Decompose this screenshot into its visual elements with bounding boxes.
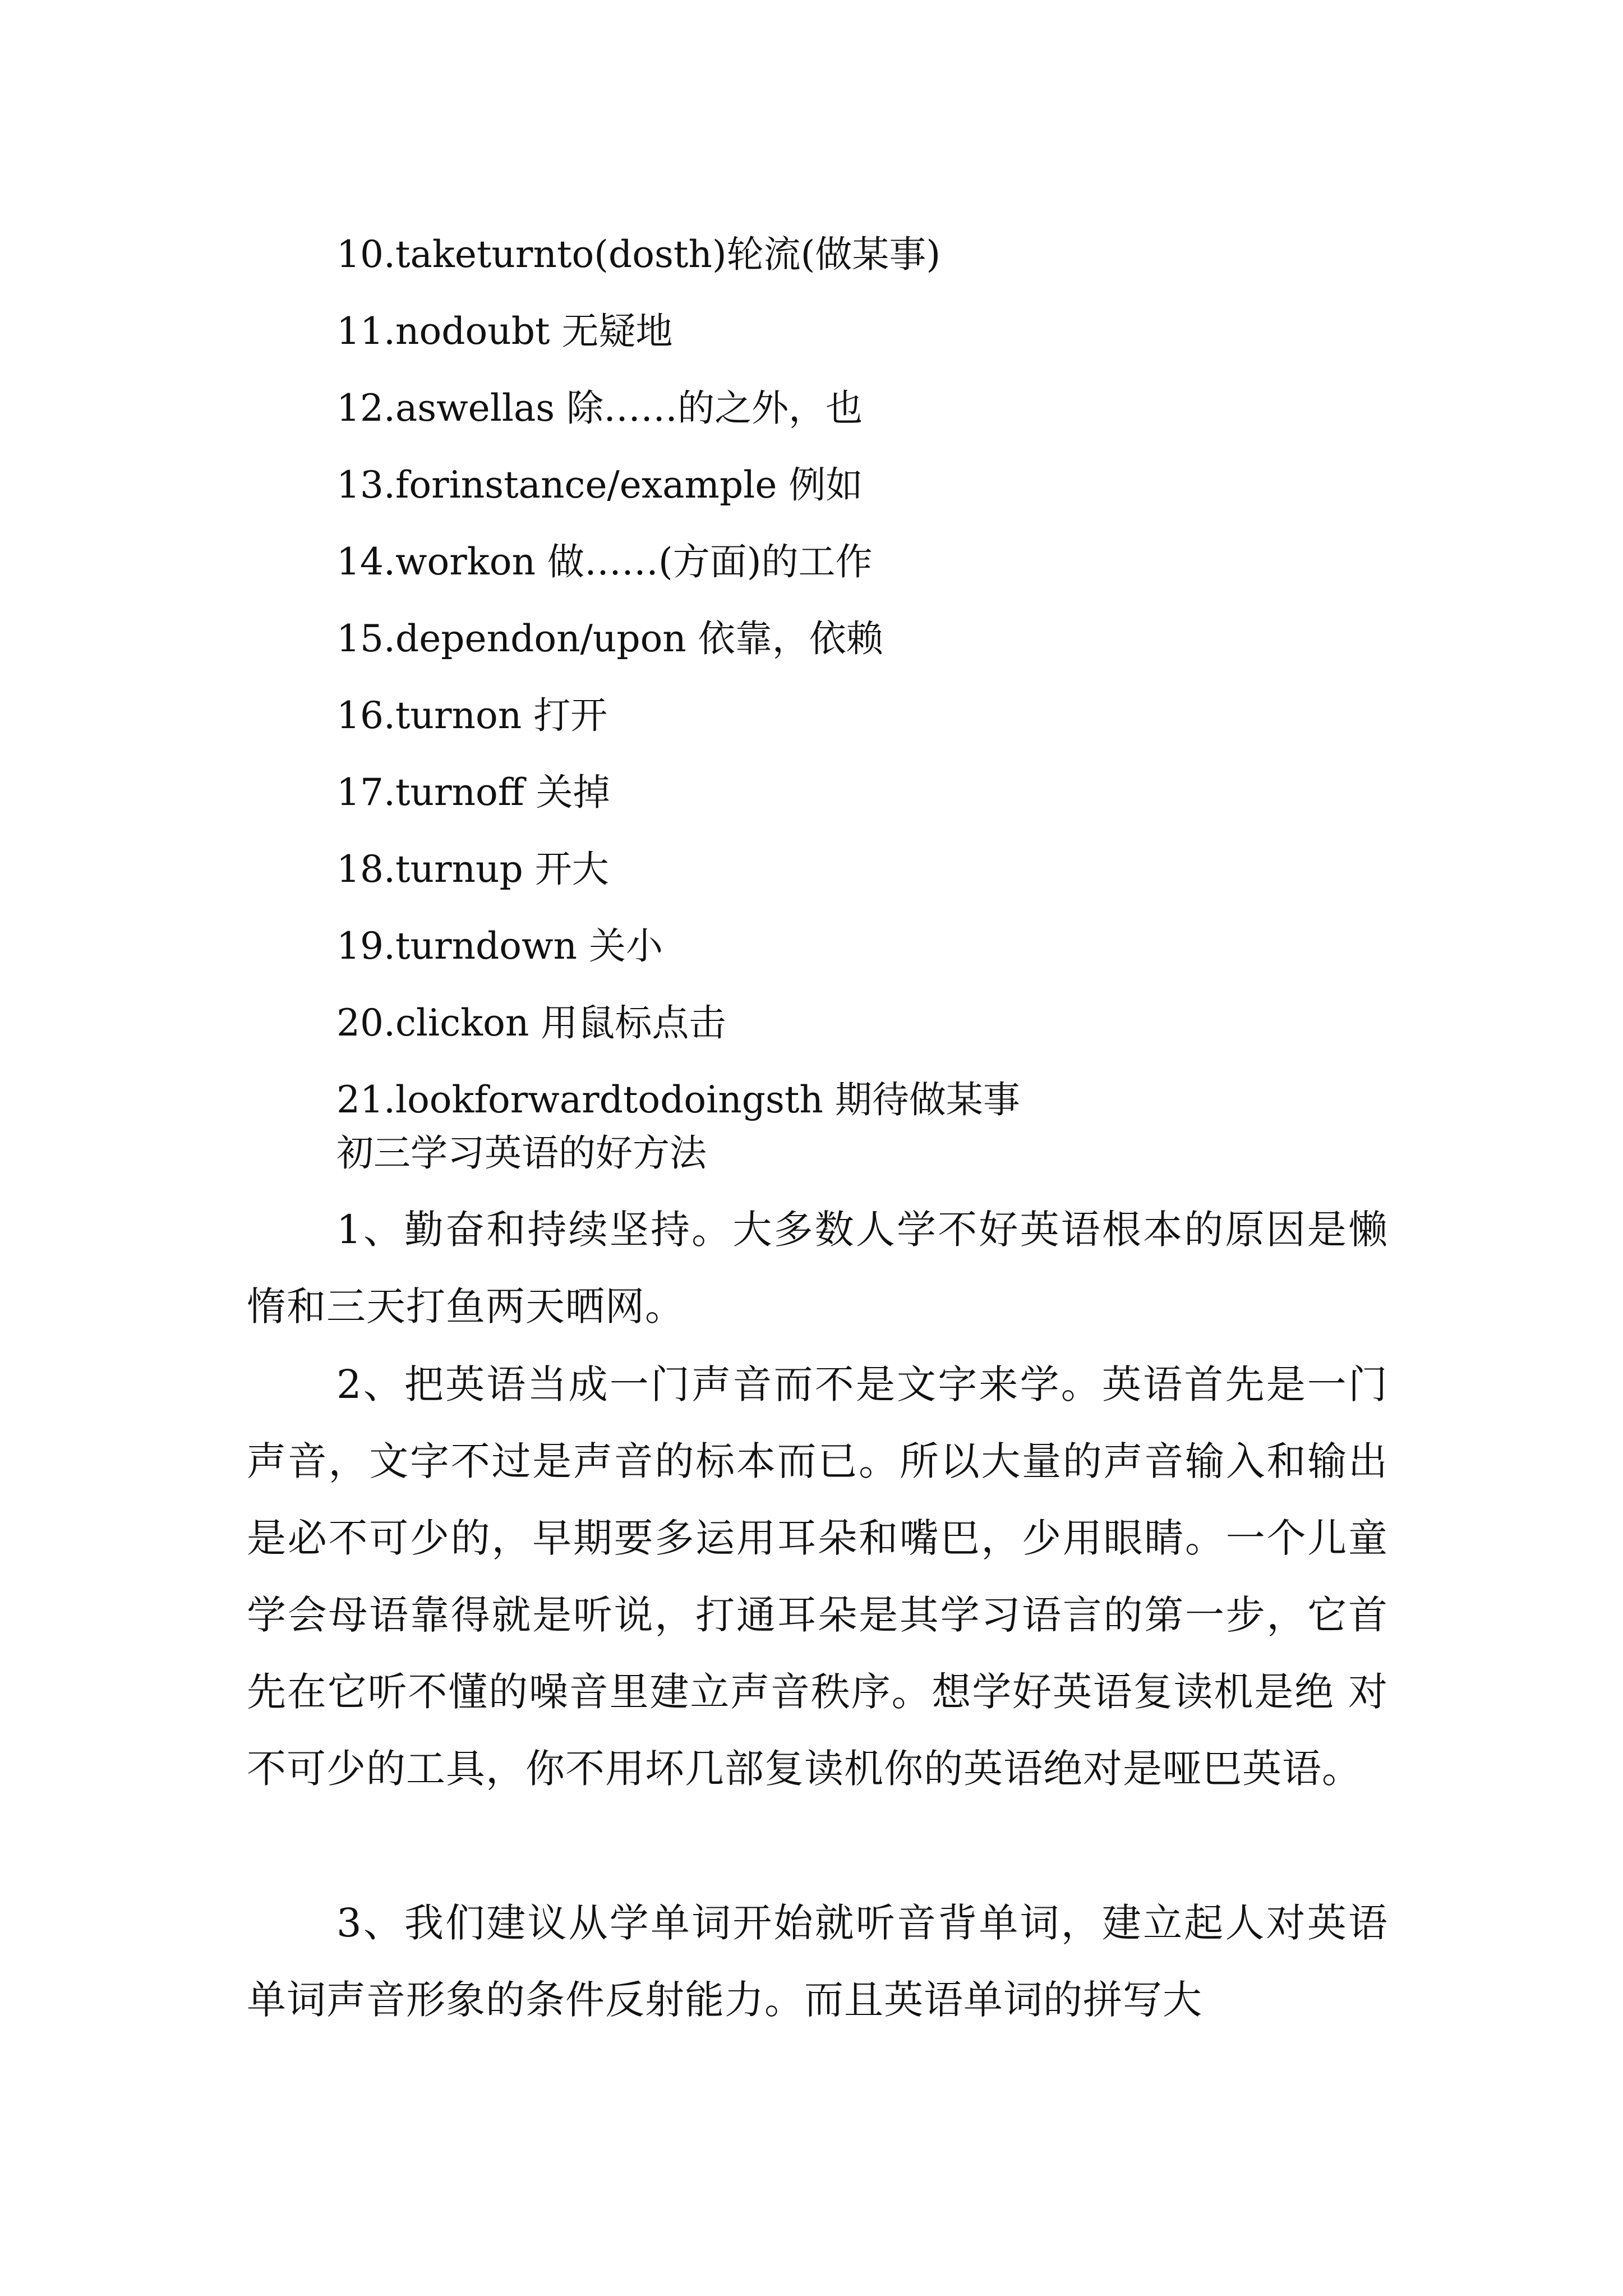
list-item: 17.turnoff 关掉	[336, 771, 610, 814]
paragraph-3: 3、我们建议从学单词开始就听音背单词，建立起人对英语单词声音形象的条件反射能力。而且英语单词的拼写大	[247, 1900, 1388, 2023]
list-item: 12.aswellas 除……的之外，也	[336, 386, 863, 430]
list-item: 19.turndown 关小	[336, 924, 663, 968]
list-item: 15.dependon/upon 依靠，依赖	[336, 617, 883, 660]
paragraph-2: 2、把英语当成一门声音而不是文字来学。英语首先是一门声音，文字不过是声音的标本而已。所以大量的声音输入和输出是必不可少的，早期要多运用耳朵和嘴巴，少用眼睛。一个儿童学会母语靠得就是听说，打通耳朵是其学习语言的第一步，它首先在它听不懂的噪音里建立声音秩序。想学好英语复读机是绝 对不可少的工具，你不用坏几部复读机你的英语绝对是哑巴英语。	[247, 1361, 1388, 1792]
list-item: 14.workon 做……(方面)的工作	[336, 540, 873, 583]
phrase-list	[336, 216, 1402, 1138]
paragraph-1: 1、勤奋和持续坚持。大多数人学不好英语根本的原因是懒惰和三天打鱼两天晒网。	[247, 1207, 1388, 1329]
list-item: 21.lookforwardtodoingsth 期待做某事	[336, 1078, 1020, 1121]
list-item: 20.clickon 用鼠标点击	[336, 1001, 726, 1045]
section-title: 初三学习英语的好方法	[336, 1131, 707, 1175]
list-item: 10.taketurnto(dosth)轮流(做某事)	[336, 233, 941, 276]
list-item: 16.turnon 打开	[336, 694, 608, 737]
list-item: 13.forinstance/example 例如	[336, 463, 863, 507]
list-item: 18.turnup 开大	[336, 848, 609, 891]
list-item: 11.nodoubt 无疑地	[336, 310, 673, 353]
